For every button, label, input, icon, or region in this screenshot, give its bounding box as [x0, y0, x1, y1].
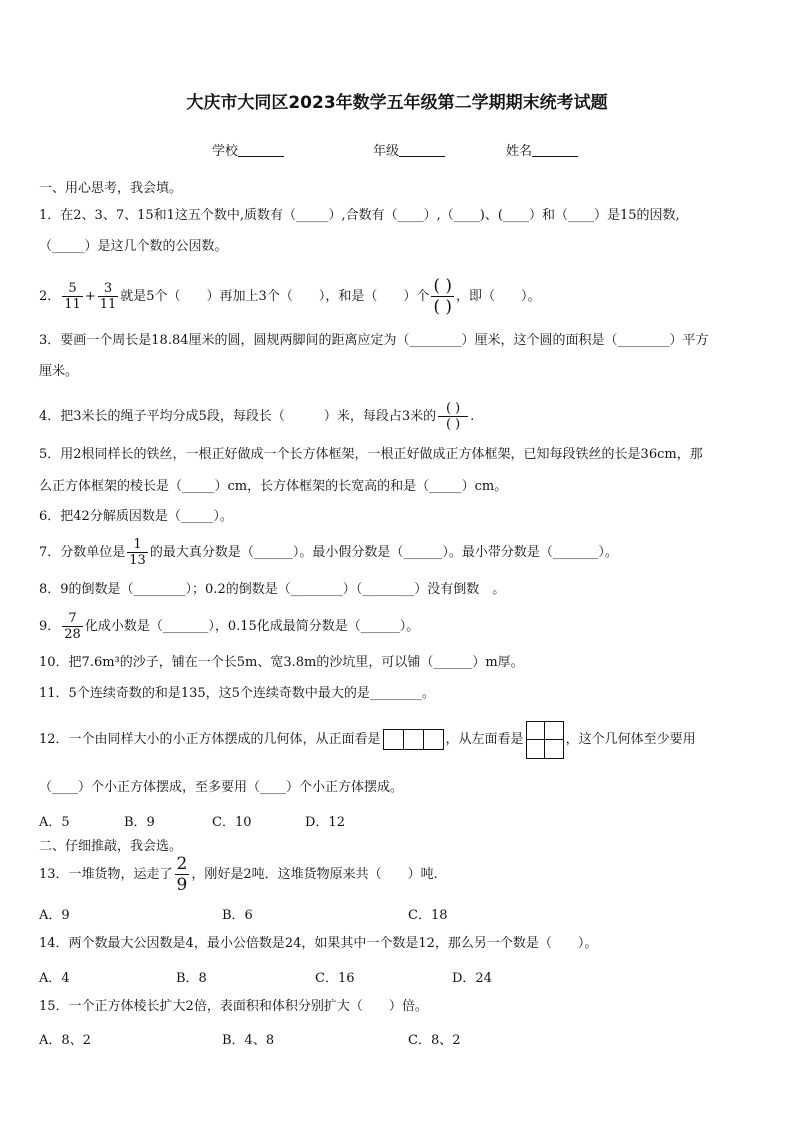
- q13-option-b[interactable]: B．6: [222, 908, 253, 923]
- q13-option-c[interactable]: C．18: [408, 908, 448, 923]
- left-view-diagram: [526, 721, 564, 759]
- question-15: 15．一个正方体棱长扩大2倍，表面积和体积分别扩大（ ）倍。: [39, 999, 428, 1014]
- school-label: 学校: [212, 144, 239, 159]
- q15-option-a[interactable]: A．8、2: [39, 1033, 91, 1048]
- name-field[interactable]: [506, 140, 578, 159]
- q12-option-b[interactable]: B．9: [124, 815, 155, 830]
- question-11: 11．5个连续奇数的和是135，这5个连续奇数中最大的是________。: [39, 686, 435, 701]
- q14-option-b[interactable]: B．8: [176, 971, 207, 986]
- q13-option-a[interactable]: A．9: [39, 908, 70, 923]
- q14-option-a[interactable]: A．4: [39, 971, 70, 986]
- question-2: 2． $\frac{5}{11}$ + $\frac{3}{11}$ 就是5个（ ）再加上3个（ ），和是（ ）个 $\frac{( )}{( )}$ ，即（ ）。: [39, 276, 541, 317]
- q14-option-d[interactable]: D．24: [452, 971, 492, 986]
- question-10: 10．把7.6m³的沙子，铺在一个长5m、宽3.8m的沙坑里，可以铺（______）m厚。: [39, 655, 524, 670]
- question-1-line-1: 1．在2、3、7、15和1这五个数中,质数有（_____）,合数有（____）,（____)、(____）和（____）是15的因数,: [39, 208, 680, 223]
- question-4: 4．把3米长的绳子平均分成5段，每段长（ ）米，每段占3米的 $\frac{( )}{( )}$ .: [39, 401, 475, 432]
- question-8: 8．9的倒数是（________）；0.2的倒数是（________）（________）没有倒数 。: [39, 582, 506, 597]
- q12-option-c[interactable]: C．10: [212, 815, 252, 830]
- blank-fraction: $\frac{( )}{( )}$: [438, 401, 468, 432]
- question-1-line-2: （_____）是这几个数的公因数。: [39, 239, 228, 254]
- question-9: 9． $\frac{7}{28}$ 化成小数是（_______），0.15化成最简分数是（______）。: [39, 611, 420, 642]
- question-5-line-2: 么正方体框架的棱长是（_____）cm，长方体框架的长宽高的和是（_____）cm。: [39, 479, 508, 494]
- grade-field[interactable]: [373, 140, 445, 159]
- question-3-line-2: 厘米。: [39, 364, 79, 379]
- school-field[interactable]: [212, 140, 284, 159]
- q15-option-c[interactable]: C．8、2: [408, 1033, 461, 1048]
- question-12-line-1: 12．一个由同样大小的小正方体摆成的几何体，从正面看是 ，从左面看是 ，这个几何体至少要用: [39, 718, 764, 762]
- question-13: 13．一堆货物，运走了 $\frac{2}{9}$ ，刚好是2吨．这堆货物原来共（ ）吨.: [39, 854, 438, 895]
- question-3-line-1: 3．要画一个周长是18.84厘米的圆，圆规两脚间的距离应定为（________）厘米，这个圆的面积是（________）平方: [39, 333, 709, 348]
- name-label: 姓名: [506, 144, 533, 159]
- question-12-line-2: （____）个小正方体摆成，至多要用（____）个小正方体摆成。: [39, 780, 404, 795]
- q12-option-a[interactable]: A．5: [39, 815, 70, 830]
- q15-option-b[interactable]: B．4、8: [222, 1033, 275, 1048]
- section-2-heading: 二、仔细推敲，我会选。: [39, 839, 183, 854]
- blank-fraction: $\frac{( )}{( )}$: [433, 276, 452, 317]
- section-1-heading: 一、用心思考，我会填。: [39, 181, 183, 196]
- fraction-3-11: $\frac{3}{11}$: [99, 281, 117, 312]
- question-6: 6．把42分解质因数是（_____）。: [39, 509, 233, 524]
- fraction-5-11: $\frac{5}{11}$: [64, 281, 81, 312]
- fraction-2-9: $\frac{2}{9}$: [176, 854, 188, 895]
- fraction-7-28: $\frac{7}{28}$: [64, 611, 81, 642]
- fraction-1-13: $\frac{1}{13}$: [129, 537, 146, 568]
- question-14: 14．两个数最大公因数是4，最小公倍数是24，如果其中一个数是12，那么另一个数是（ ）。: [39, 936, 598, 951]
- question-7: 7．分数单位是 $\frac{1}{13}$ 的最大真分数是（______）。最小假分数是（______）。最小带分数是（_______）。: [39, 537, 618, 568]
- grade-label: 年级: [373, 144, 400, 159]
- page-title: 大庆市大同区2023年数学五年级第二学期期末统考试题: [186, 93, 608, 113]
- q14-option-c[interactable]: C．16: [315, 971, 355, 986]
- q12-option-d[interactable]: D．12: [305, 815, 345, 830]
- front-view-diagram: [383, 729, 444, 750]
- question-5-line-1: 5．用2根同样长的铁丝，一根正好做成一个长方体框架，一根正好做成正方体框架，已知每段铁丝的长是36cm，那: [39, 447, 703, 462]
